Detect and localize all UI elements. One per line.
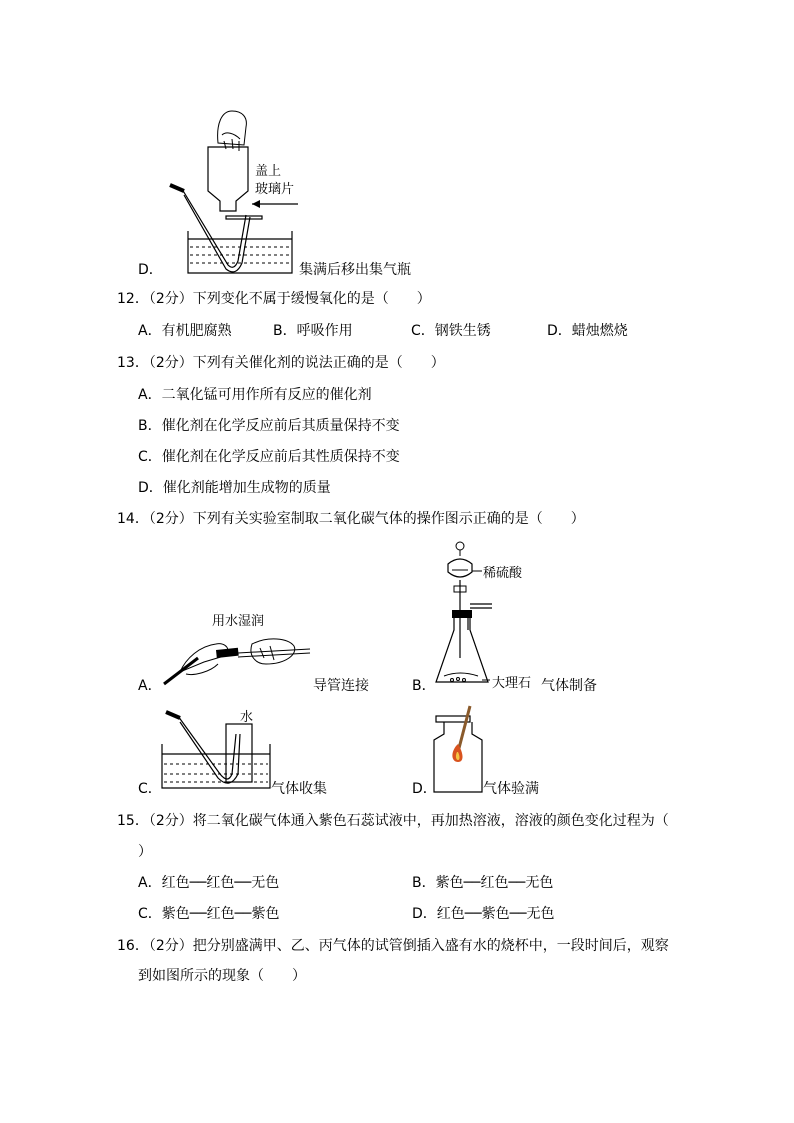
water-label: 水: [240, 710, 254, 725]
cover-glass-label: 盖上: [255, 164, 282, 179]
q14-option-a-letter[interactable]: A．: [138, 678, 162, 694]
q11-option-d-caption: 集满后移出集气瓶: [299, 262, 411, 278]
q11-option-d-letter[interactable]: D．: [138, 262, 163, 278]
q14-option-c-letter[interactable]: C．: [138, 781, 162, 797]
gas-collection-figure: [160, 704, 272, 794]
q14-option-b-caption: 气体制备: [541, 678, 597, 694]
q12-option-d[interactable]: D．蜡烛燃烧: [547, 323, 628, 339]
q14-option-b-letter[interactable]: B．: [412, 678, 436, 694]
q14-option-d-caption: 气体验满: [483, 781, 539, 797]
q14-stem: 14．（2分）下列有关实验室制取二氧化碳气体的操作图示正确的是（ ）: [117, 511, 585, 527]
q16-stem-line2: 到如图所示的现象（ ）: [138, 968, 306, 984]
q15-option-a[interactable]: A．红色──红色──无色: [138, 875, 280, 891]
q13-option-d[interactable]: D．催化剂能增加生成物的质量: [138, 480, 331, 496]
q12-option-b[interactable]: B．呼吸作用: [273, 323, 353, 339]
wet-with-water-label: 用水湿润: [212, 614, 265, 629]
q13-stem: 13．（2分）下列有关催化剂的说法正确的是（ ）: [117, 355, 445, 371]
q15-option-d[interactable]: D．红色──紫色──无色: [412, 906, 555, 922]
q15-option-b[interactable]: B．紫色──红色──无色: [412, 875, 554, 891]
q13-option-b[interactable]: B．催化剂在化学反应前后其质量保持不变: [138, 418, 400, 434]
q15-stem-line2: ）: [138, 844, 152, 860]
marble-label: 大理石: [492, 676, 532, 691]
q12-option-c[interactable]: C．钢铁生锈: [411, 323, 491, 339]
q14-option-d-letter[interactable]: D．: [412, 781, 437, 797]
q12-option-a[interactable]: A．有机肥腐熟: [138, 323, 232, 339]
q14-option-a-caption: 导管连接: [313, 678, 369, 694]
q14-option-c-caption: 气体收集: [271, 781, 327, 797]
q13-option-a[interactable]: A．二氧化锰可用作所有反应的催化剂: [138, 387, 372, 403]
q12-stem: 12．（2分）下列变化不属于缓慢氧化的是（ ）: [117, 291, 431, 307]
q16-stem-line1: 16．（2分）把分别盛满甲、乙、丙气体的试管倒插入盛有水的烧杯中，一段时间后，观察: [117, 938, 669, 954]
gas-test-full-figure: [430, 706, 490, 796]
dilute-sulfuric-acid-label: 稀硫酸: [483, 566, 523, 581]
q15-stem-line1: 15．（2分）将二氧化碳气体通入紫色石蕊试液中，再加热溶液，溶液的颜色变化过程为（: [117, 813, 669, 829]
q15-option-c[interactable]: C．紫色──红色──紫色: [138, 906, 280, 922]
tube-connection-figure: [160, 632, 320, 692]
q13-option-c[interactable]: C．催化剂在化学反应前后其性质保持不变: [138, 449, 400, 465]
glass-plate-label: 玻璃片: [255, 182, 295, 197]
gas-generation-figure: [430, 540, 540, 692]
